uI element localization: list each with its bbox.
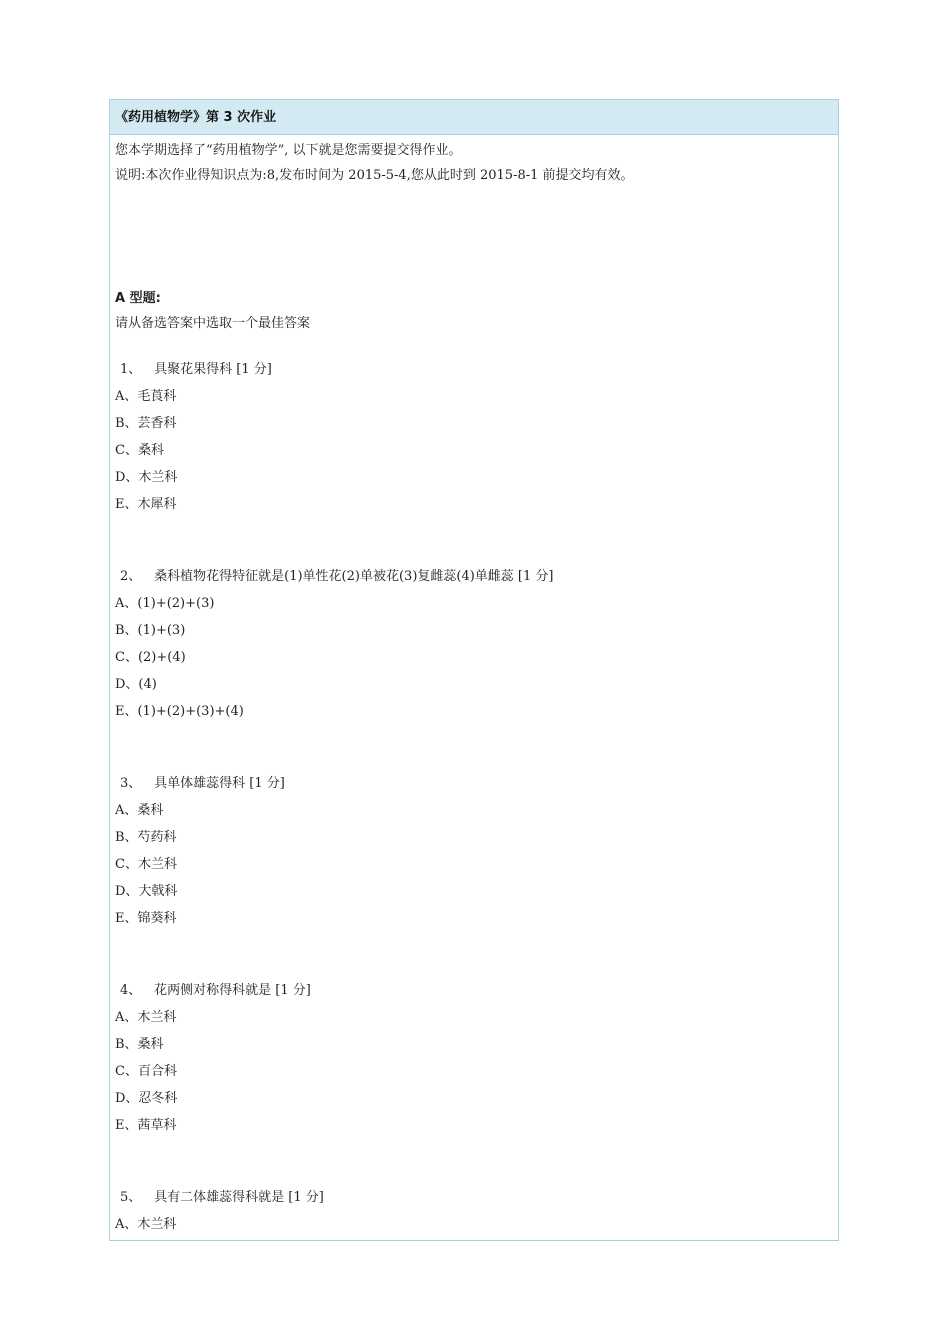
question-4: [115, 977, 838, 1139]
page-title: 《药用植物学》第 3 次作业: [110, 100, 838, 135]
question-stem: [115, 770, 838, 797]
answer-option[interactable]: B、桑科: [115, 1037, 164, 1052]
answer-option[interactable]: C、木兰科: [115, 857, 177, 872]
section-title: A 型题:: [115, 291, 161, 306]
answer-option[interactable]: A、桑科: [115, 803, 164, 818]
homework-panel: [109, 99, 839, 1241]
question-stem: [115, 1184, 838, 1211]
section-description: 请从备选答案中选取一个最佳答案: [115, 316, 311, 331]
question-number: 5、: [120, 1190, 142, 1205]
answer-option[interactable]: D、忍冬科: [115, 1091, 178, 1106]
answer-option[interactable]: E、(1)+(2)+(3)+(4): [115, 704, 244, 719]
question-text: 花两侧对称得科就是 [1 分]: [154, 983, 311, 998]
question-text: 具聚花果得科 [1 分]: [154, 362, 272, 377]
question-stem: [115, 563, 838, 590]
question-stem: [115, 977, 838, 1004]
question-number: 3、: [120, 776, 142, 791]
answer-option[interactable]: A、木兰科: [115, 1217, 177, 1232]
question-3: [115, 770, 838, 932]
question-5: [115, 1184, 838, 1238]
answer-option[interactable]: A、毛莨科: [115, 389, 177, 404]
answer-option[interactable]: D、(4): [115, 677, 157, 692]
question-number: 2、: [120, 569, 142, 584]
question-stem: [115, 356, 838, 383]
intro-instructions-line: 说明:本次作业得知识点为:8,发布时间为 2015-5-4,您从此时到 2015-8-1 前提交均有效。: [115, 168, 634, 183]
answer-option[interactable]: D、木兰科: [115, 470, 178, 485]
question-2: [115, 563, 838, 725]
question-text: 桑科植物花得特征就是(1)单性花(2)单被花(3)复雌蕊(4)单雌蕊 [1 分]: [154, 569, 554, 584]
answer-option[interactable]: B、(1)+(3): [115, 623, 186, 638]
question-1: [115, 356, 838, 518]
answer-option[interactable]: C、桑科: [115, 443, 164, 458]
answer-option[interactable]: C、(2)+(4): [115, 650, 186, 665]
answer-option[interactable]: D、大戟科: [115, 884, 178, 899]
intro-course-line: 您本学期选择了“药用植物学”, 以下就是您需要提交得作业。: [115, 143, 462, 158]
question-text: 具单体雄蕊得科 [1 分]: [154, 776, 285, 791]
homework-content: [110, 138, 838, 1238]
answer-option[interactable]: A、木兰科: [115, 1010, 177, 1025]
answer-option[interactable]: E、木犀科: [115, 497, 177, 512]
answer-option[interactable]: C、百合科: [115, 1064, 177, 1079]
intro-block: [115, 138, 838, 188]
question-text: 具有二体雄蕊得科就是 [1 分]: [154, 1190, 324, 1205]
answer-option[interactable]: E、锦葵科: [115, 911, 177, 926]
answer-option[interactable]: B、芍药科: [115, 830, 177, 845]
answer-option[interactable]: B、芸香科: [115, 416, 177, 431]
answer-option[interactable]: A、(1)+(2)+(3): [115, 596, 215, 611]
question-number: 1、: [120, 362, 142, 377]
answer-option[interactable]: E、茜草科: [115, 1118, 177, 1133]
question-number: 4、: [120, 983, 142, 998]
